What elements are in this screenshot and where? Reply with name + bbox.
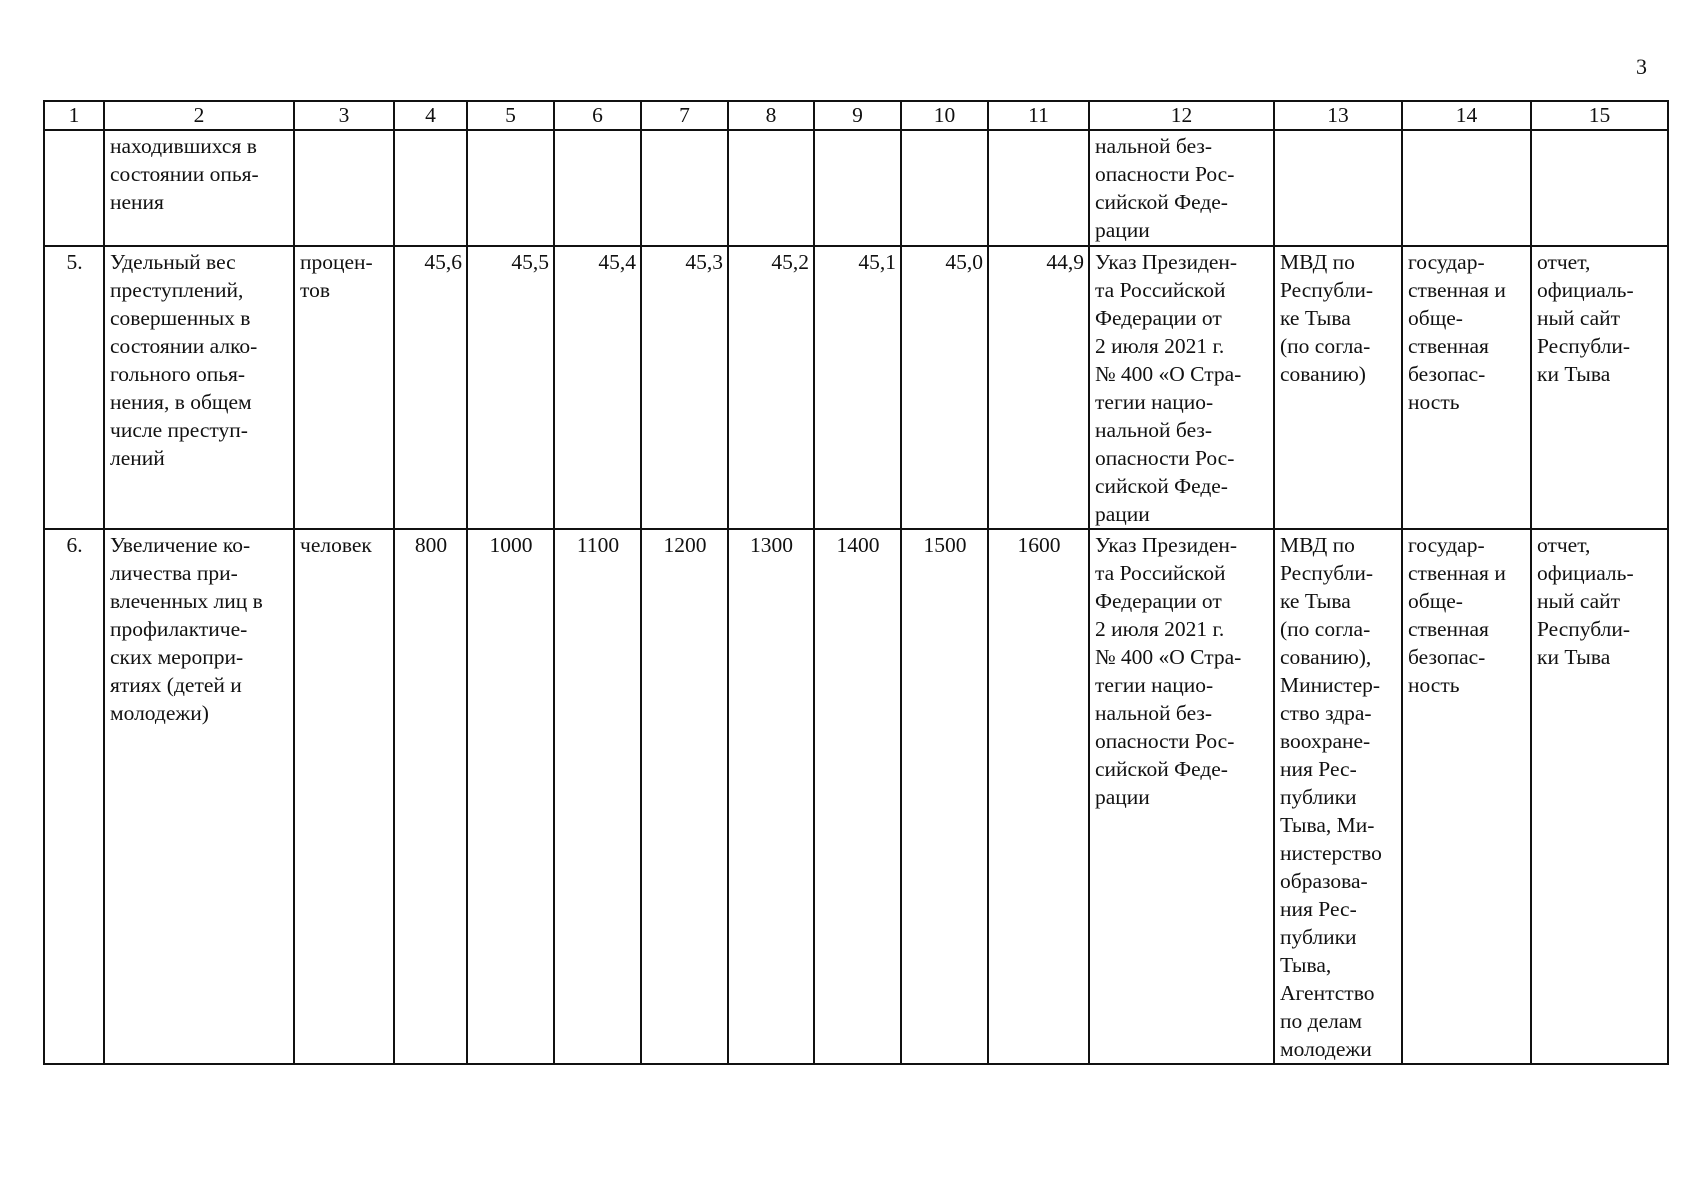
source-cell: отчет, официаль- ный сайт Республи- ки Тыва xyxy=(1531,529,1668,1064)
value-cell: 45,4 xyxy=(554,246,641,529)
legal-basis-cell: Указ Президен- та Российской Федерации от 2 июля 2021 г. № 400 «О Стра- тегии нацио- нальной без- опасности Рос- сийской Феде- рации xyxy=(1089,529,1274,1064)
value-cell: 44,9 xyxy=(988,246,1089,529)
table-header-row xyxy=(44,101,1668,130)
value-cell: 45,3 xyxy=(641,246,728,529)
value-cell: 1300 xyxy=(728,529,814,1064)
value-cell: 1200 xyxy=(641,529,728,1064)
column-number-header: 7 xyxy=(641,101,728,130)
row-number-cell: 5. xyxy=(44,246,104,529)
area-cell: государ- ственная и обще- ственная безопас- ность xyxy=(1402,529,1531,1064)
value-cell: 1100 xyxy=(554,529,641,1064)
legal-basis-cell: Указ Президен- та Российской Федерации от 2 июля 2021 г. № 400 «О Стра- тегии нацио- нальной без- опасности Рос- сийской Феде- рации xyxy=(1089,246,1274,529)
value-cell: 1600 xyxy=(988,529,1089,1064)
value-cell: 45,0 xyxy=(901,246,988,529)
unit-cell: процен- тов xyxy=(294,246,394,529)
value-cell: 45,2 xyxy=(728,246,814,529)
table-row xyxy=(44,529,1668,1064)
responsible-cell: МВД по Республи- ке Тыва (по согла- сованию), Министер- ство здра- воохране- ния Рес- публики Тыва, Ми- нистерство образова- ния Рес- публики Тыва, Агентство по делам молодежи xyxy=(1274,529,1402,1064)
table-row xyxy=(44,130,1668,246)
value-cell xyxy=(554,130,641,246)
value-cell xyxy=(394,130,467,246)
value-cell xyxy=(988,130,1089,246)
legal-basis-cell: нальной без- опасности Рос- сийской Феде- рации xyxy=(1089,130,1274,246)
column-number-header: 5 xyxy=(467,101,554,130)
value-cell: 1400 xyxy=(814,529,901,1064)
column-number-header: 2 xyxy=(104,101,294,130)
column-number-header: 15 xyxy=(1531,101,1668,130)
column-number-header: 10 xyxy=(901,101,988,130)
column-number-header: 14 xyxy=(1402,101,1531,130)
value-cell: 45,5 xyxy=(467,246,554,529)
value-cell xyxy=(728,130,814,246)
column-number-header: 9 xyxy=(814,101,901,130)
source-cell xyxy=(1531,130,1668,246)
value-cell xyxy=(467,130,554,246)
page-number: 3 xyxy=(1636,54,1647,79)
unit-cell: человек xyxy=(294,529,394,1064)
area-cell: государ- ственная и обще- ственная безопас- ность xyxy=(1402,246,1531,529)
indicator-name-cell: Увеличение ко- личества при- влеченных лиц в профилактиче- ских меропри- ятиях (детей и молодежи) xyxy=(104,529,294,1064)
unit-cell xyxy=(294,130,394,246)
value-cell: 45,1 xyxy=(814,246,901,529)
responsible-cell: МВД по Республи- ке Тыва (по согла- сованию) xyxy=(1274,246,1402,529)
value-cell xyxy=(814,130,901,246)
value-cell: 1000 xyxy=(467,529,554,1064)
indicators-table xyxy=(43,100,1669,1065)
column-number-header: 4 xyxy=(394,101,467,130)
column-number-header: 8 xyxy=(728,101,814,130)
value-cell xyxy=(641,130,728,246)
column-number-header: 12 xyxy=(1089,101,1274,130)
column-number-header: 3 xyxy=(294,101,394,130)
value-cell xyxy=(901,130,988,246)
area-cell xyxy=(1402,130,1531,246)
table-row xyxy=(44,246,1668,529)
column-number-header: 11 xyxy=(988,101,1089,130)
value-cell: 1500 xyxy=(901,529,988,1064)
column-number-header: 1 xyxy=(44,101,104,130)
row-number-cell xyxy=(44,130,104,246)
indicator-name-cell: Удельный вес преступлений, совершенных в состоянии алко- гольного опья- нения, в общем числе преступ- лений xyxy=(104,246,294,529)
value-cell: 45,6 xyxy=(394,246,467,529)
column-number-header: 6 xyxy=(554,101,641,130)
column-number-header: 13 xyxy=(1274,101,1402,130)
indicator-name-cell: находившихся в состоянии опья- нения xyxy=(104,130,294,246)
source-cell: отчет, официаль- ный сайт Республи- ки Тыва xyxy=(1531,246,1668,529)
value-cell: 800 xyxy=(394,529,467,1064)
responsible-cell xyxy=(1274,130,1402,246)
row-number-cell: 6. xyxy=(44,529,104,1064)
